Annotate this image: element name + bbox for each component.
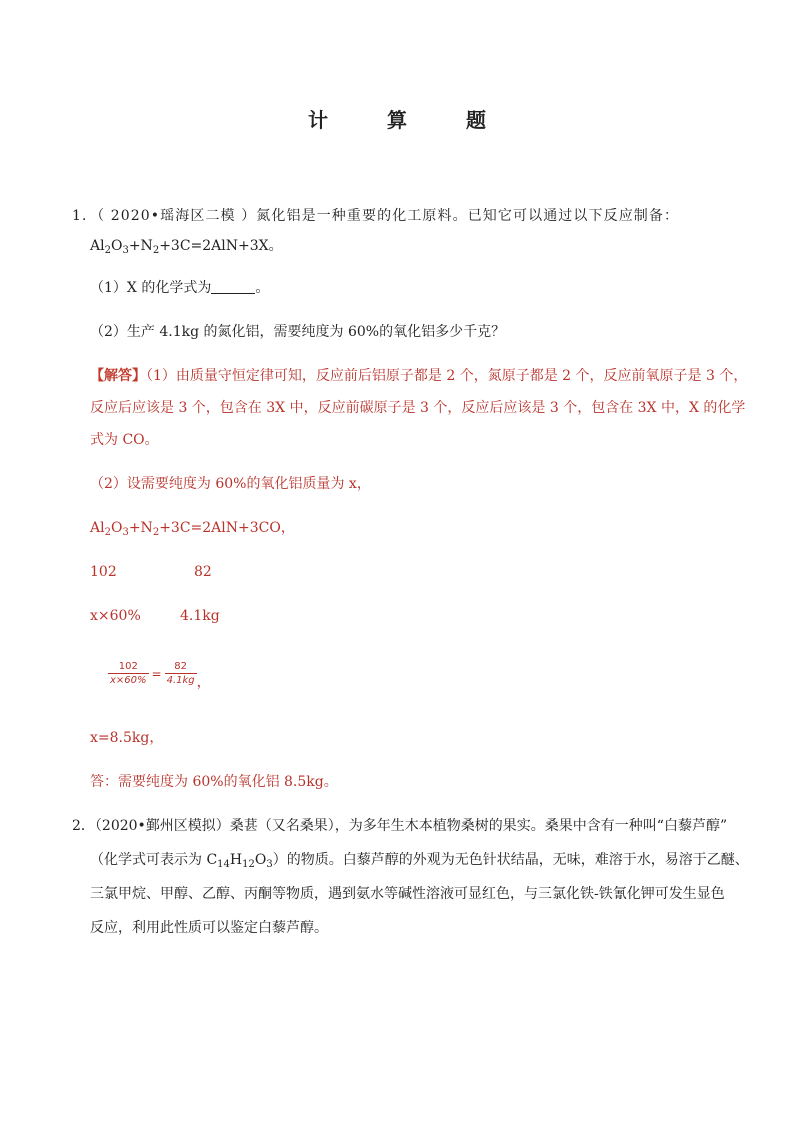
- answer-blank: [211, 279, 255, 294]
- page-title: 计 算 题: [308, 108, 512, 132]
- q2-stem-line4: 反应，利用此性质可以鉴定白藜芦醇。: [90, 920, 328, 936]
- q1-answer-line2: 反应后应该是 3 个，包含在 3X 中，反应前碳原子是 3 个，反应后应该是 3 个，包含在 3X 中，X 的化学: [90, 400, 746, 416]
- q1-result: x=8.5kg，: [90, 730, 164, 746]
- q1-part2: （2）生产 4.1kg 的氮化铝，需要纯度为 60%的氧化铝多少千克？: [90, 324, 506, 340]
- q2-stem-line3: 三氯甲烷、甲醇、乙醇、丙酮等物质，遇到氨水等碱性溶液可显红色，与三氯化铁-铁氰化钾可发生显色: [90, 886, 725, 902]
- q1-part1: （1）X 的化学式为 。: [90, 280, 270, 296]
- ratio-mass-a: x×60%: [90, 608, 141, 624]
- ratio-mass-b: 4.1kg: [180, 608, 220, 624]
- q1-answer-part2: （2）设需要纯度为 60%的氧化铝质量为 x，: [90, 476, 371, 492]
- proportion-fraction: $\frac{102}{x\times 60\%}$ = $\frac{82}{4.1kg}$ ，: [110, 661, 211, 691]
- q2-stem-line2: （化学式可表示为 $C_{14}H_{12}O_3$）的物质。白藜芦醇的外观为无色针状结晶，无味，难溶于水，易溶于乙醚、: [90, 852, 749, 870]
- ratio-molar-mass-a: 102: [90, 564, 117, 580]
- q1-answer-line1: 【解答】（1）由质量守恒定律可知，反应前后铝原子都是 2 个，氮原子都是 2 个，反应前氧原子是 3 个，: [90, 368, 748, 384]
- q2-stem-line1: 2．（2020•鄞州区模拟）桑葚（又名桑果），为多年生木本植物桑树的果实。桑果中含有一种叫“白藜芦醇”: [72, 818, 728, 834]
- q1-equation: $Al_2O_3+N_2+3C=2AlN+3X$。: [90, 238, 283, 256]
- ratio-molar-mass-b: 82: [194, 564, 212, 580]
- answer-tag: 【解答】: [90, 368, 146, 384]
- q1-answer-equation: $Al_2O_3+N_2+3C=2AlN+3CO$，: [90, 520, 295, 538]
- q1-final-answer: 答：需要纯度为 60%的氧化铝 8.5kg。: [90, 774, 338, 790]
- q1-stem-line1: 1．（ 2020•瑶海区二模 ）氮化铝是一种重要的化工原料。已知它可以通过以下反应制备：: [72, 208, 680, 224]
- q1-answer-line3: 式为 CO。: [90, 432, 159, 448]
